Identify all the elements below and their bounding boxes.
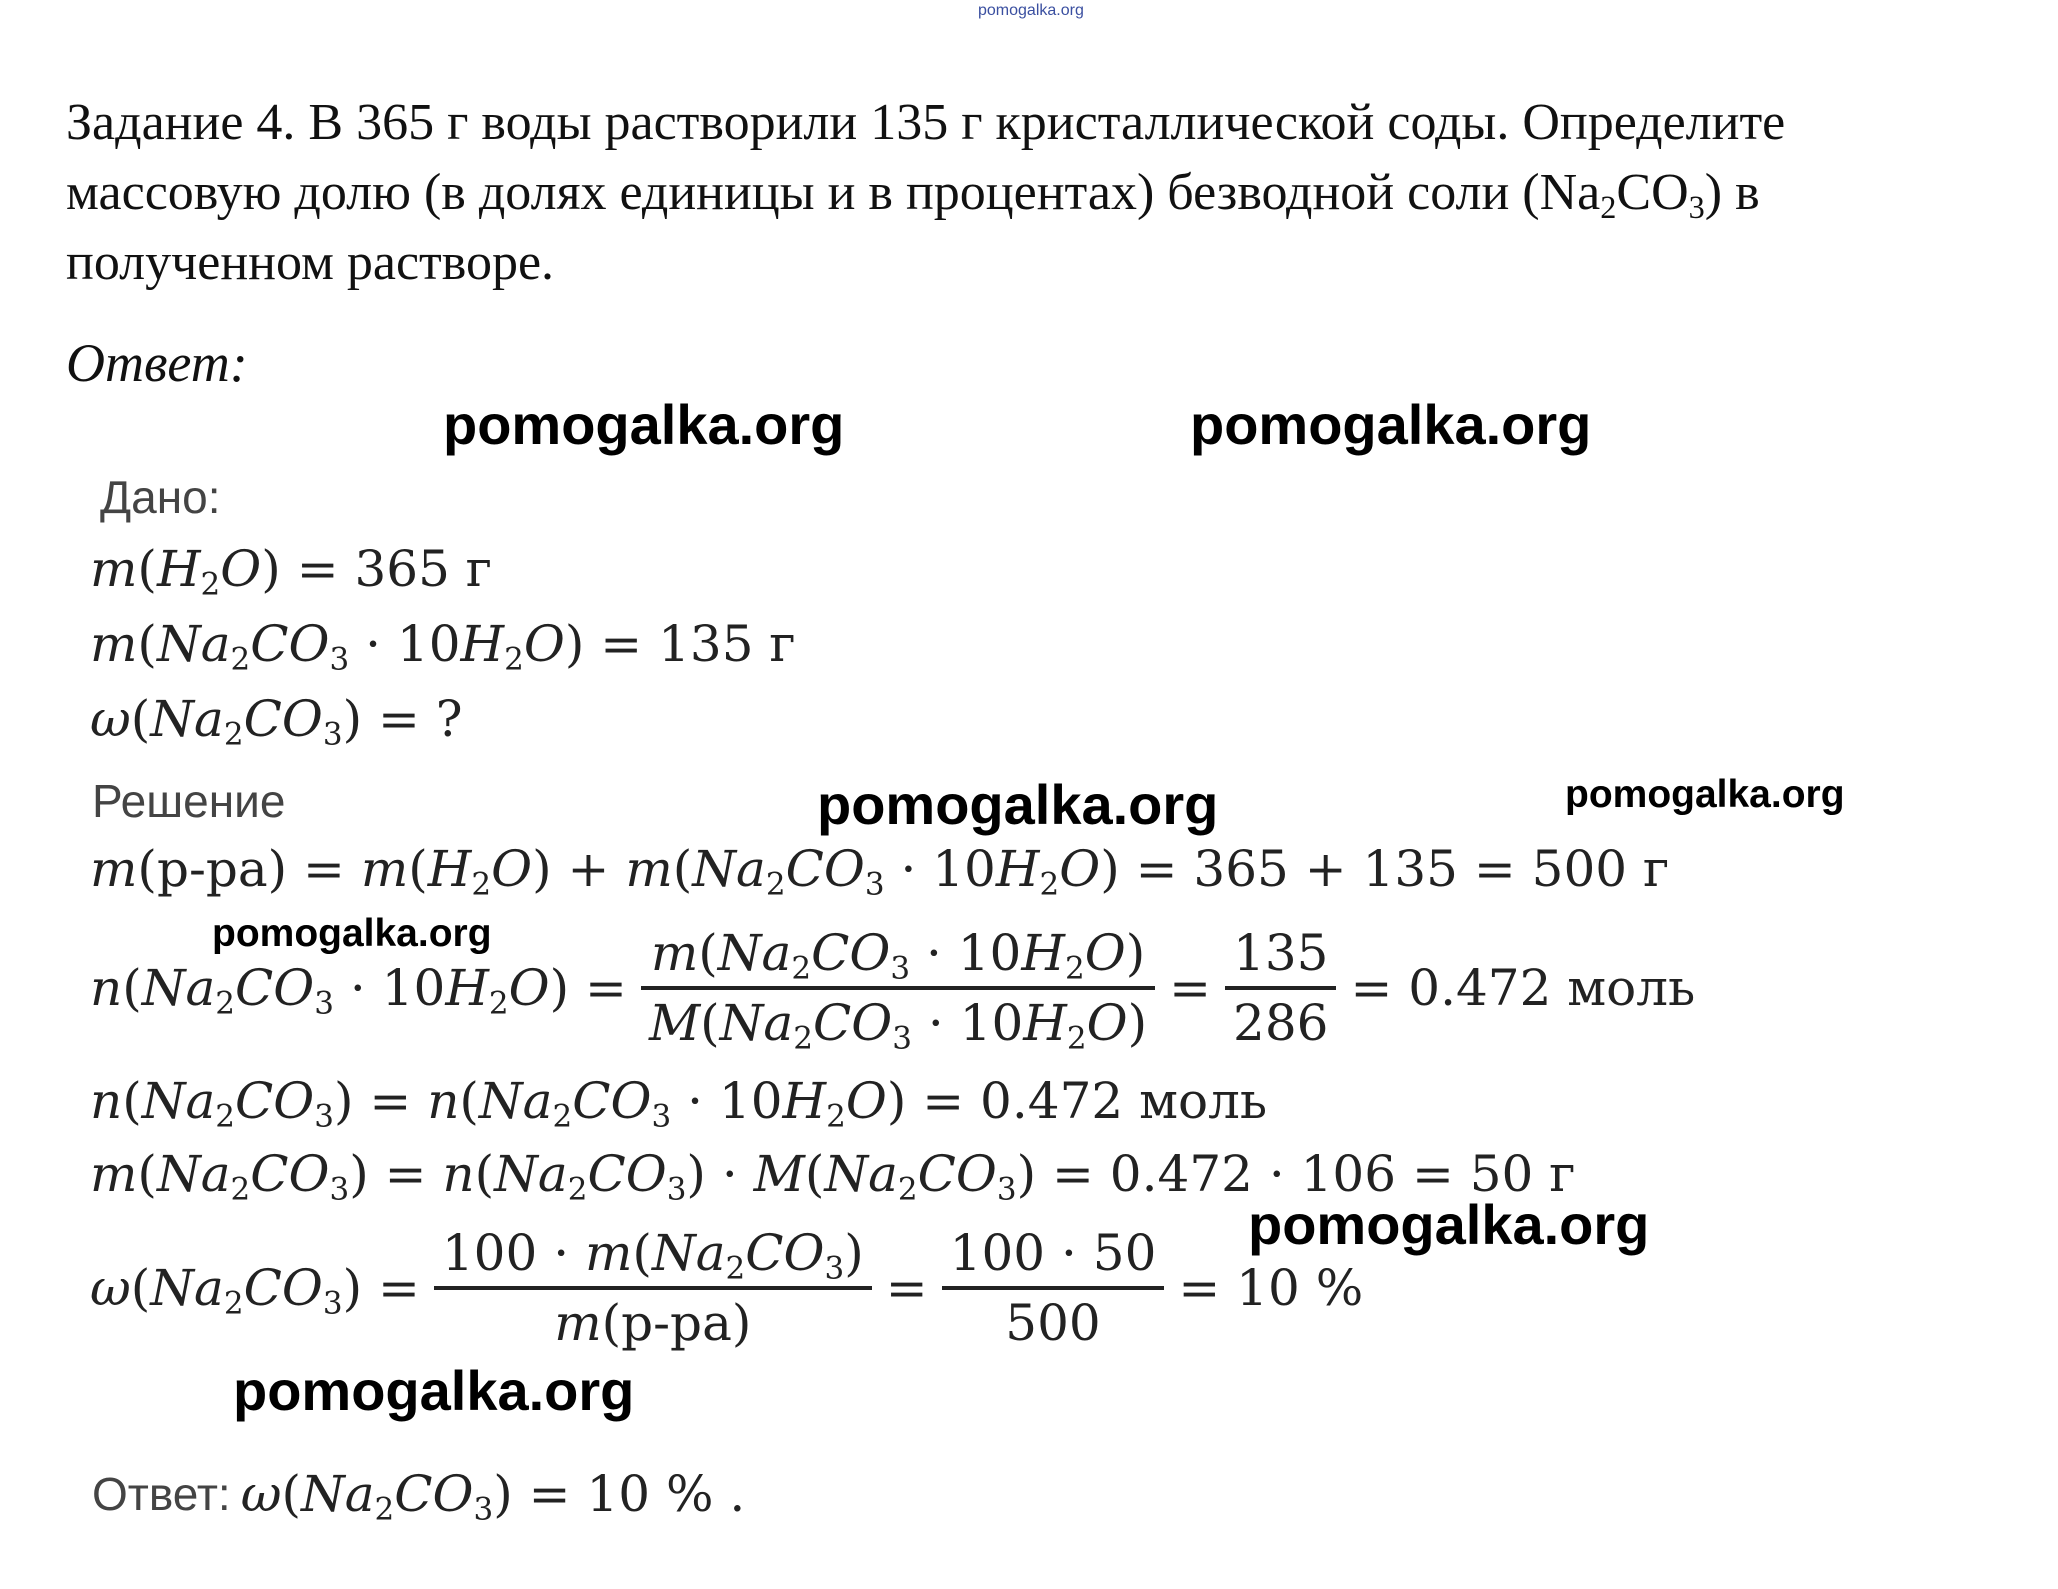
watermark: pomogalka.org [1248,1193,1650,1256]
task-line-1: Задание 4. В 365 г воды растворили 135 г кристаллической соды. Определите [66,94,1786,151]
watermark: pomogalka.org [443,393,845,456]
watermark: pomogalka.org [1190,393,1592,456]
fraction-100-50-500: $\frac{100 \cdot 50}{500}$ [942,1220,1165,1356]
watermark: pomogalka.org [233,1359,635,1422]
moles-anhydrous-eq: $n(Na_2CO_3) = n(Na_2CO_3 \cdot 10H_2O) = 0.472$ моль [90,1072,1268,1135]
final-answer [92,1465,746,1528]
watermark: pomogalka.org [212,912,492,955]
task-line-3: полученном растворе. [66,234,555,291]
top-watermark: pomogalka.org [978,2,1084,19]
watermark: pomogalka.org [817,773,1219,836]
fraction-135-286: $\frac{135}{286}$ [1225,920,1336,1056]
task-line-2: массовую долю (в долях единицы и в процентах) безводной соли $(Na_2CO_3)$ в [66,164,1760,226]
moles-hydrate-eq: $n(Na_2CO_3 \cdot 10H_2O)$ = $\frac{m(Na_2CO_3 \cdot 10H_2O)}{M(Na_2CO_3 \cdot 10H_2O)}$ = $\frac{135}{286}$ = 0.472 моль [90,920,1695,1056]
given-m-h2o: $m(H_2O) = 365$ г [90,540,492,603]
watermark: pomogalka.org [1565,773,1845,816]
answer-heading: Ответ: [66,333,248,393]
given-m-hydrate: $m(Na_2CO_3 \cdot 10H_2O) = 135$ г [90,615,796,678]
given-label: Дано: [100,471,221,523]
final-answer-label: Ответ: [92,1468,231,1520]
final-answer-formula: $\omega(Na_2CO_3) = 10$ % . [240,1465,746,1528]
given-omega: $\omega(Na_2CO_3)$ = ? [90,690,463,753]
task-statement [66,88,2026,298]
fraction-omega: $\frac{100 \cdot m(Na_2CO_3)}{m(р-ра)}$ [434,1220,872,1356]
omega-eq: $\omega(Na_2CO_3)$ = $\frac{100 \cdot m(Na_2CO_3)}{m(р-ра)}$ = $\frac{100 \cdot 50}{500}$ = 10 % [90,1220,1363,1356]
mass-anhydrous-eq: $m(Na_2CO_3) = n(Na_2CO_3) \cdot M(Na_2CO_3) = 0.472 \cdot 106 = 50$ г [90,1145,1576,1208]
solution-label: Решение [92,775,286,827]
fraction-mass-over-molar: $\frac{m(Na_2CO_3 \cdot 10H_2O)}{M(Na_2CO_3 \cdot 10H_2O)}$ [641,920,1155,1056]
solution-mass-eq: $m(р-ра) = m(H_2O) + m(Na_2CO_3 \cdot 10H_2O) = 365 + 135 = 500$ г [90,840,1670,903]
